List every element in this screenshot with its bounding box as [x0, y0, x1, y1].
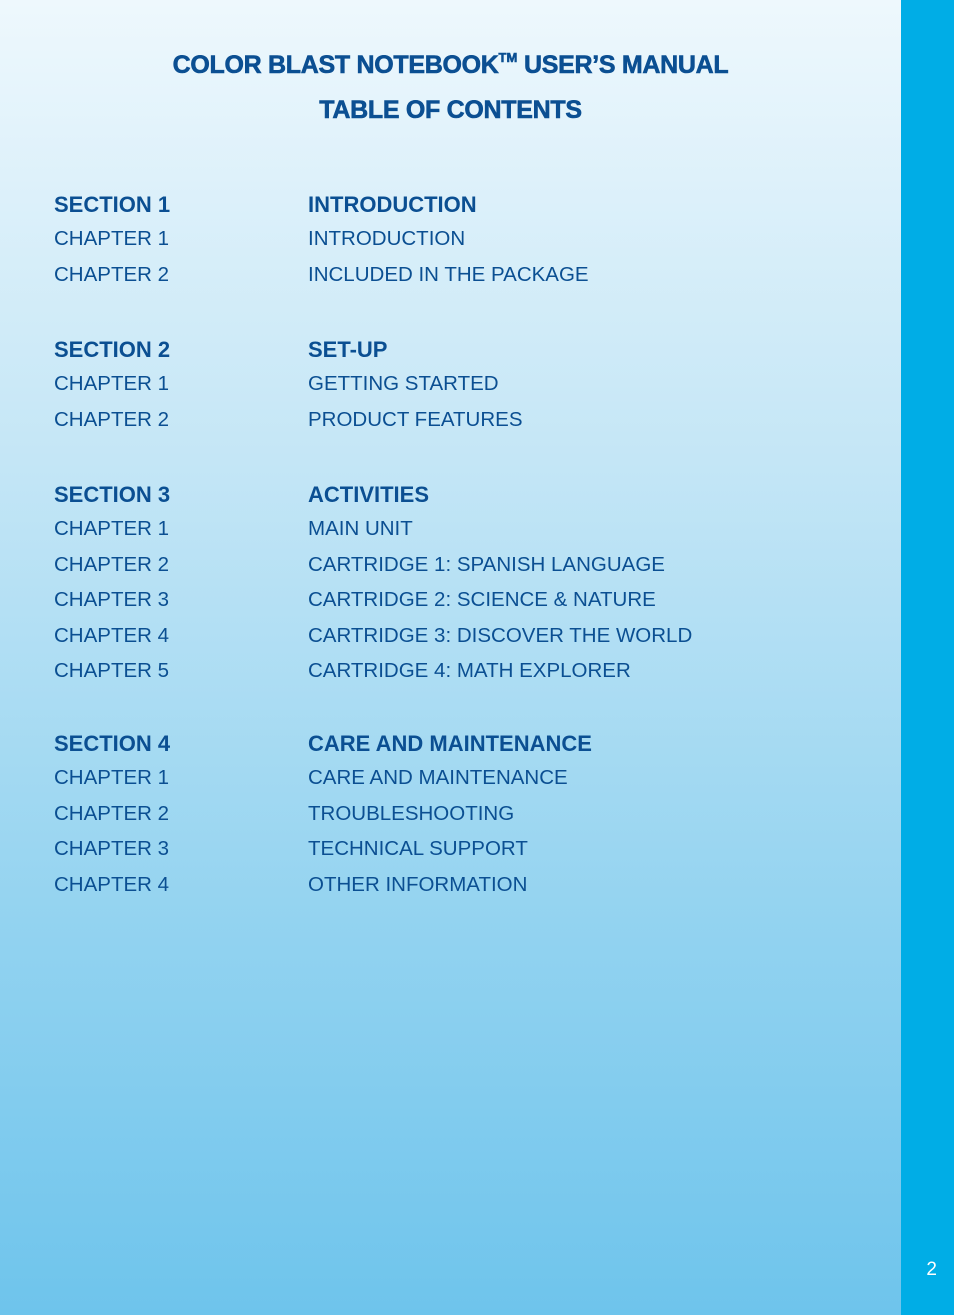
- chapter-label: CHAPTER 1: [54, 372, 170, 395]
- chapter-title: TECHNICAL SUPPORT: [308, 837, 528, 860]
- page-number: 2: [926, 1259, 937, 1280]
- chapter-title: CARE AND MAINTENANCE: [308, 766, 568, 789]
- chapter-title: INTRODUCTION: [308, 227, 466, 250]
- section-title: SET-UP: [308, 337, 388, 362]
- section-label: SECTION 2: [54, 337, 171, 362]
- manual-title-main: COLOR BLAST NOTEBOOK: [172, 51, 499, 79]
- chapter-label: CHAPTER 3: [54, 588, 170, 611]
- trademark-mark: TM: [498, 50, 518, 65]
- chapter-title: MAIN UNIT: [308, 517, 413, 540]
- section-title: CARE AND MAINTENANCE: [308, 731, 592, 756]
- section-label: SECTION 1: [54, 192, 171, 217]
- chapter-label: CHAPTER 2: [54, 553, 170, 576]
- chapter-label: CHAPTER 4: [54, 873, 170, 896]
- chapter-label: CHAPTER 1: [54, 517, 170, 540]
- manual-title-tail: USER’S MANUAL: [517, 51, 729, 79]
- chapter-title: INCLUDED IN THE PACKAGE: [308, 263, 589, 286]
- section-label: SECTION 3: [54, 482, 171, 507]
- section-title: INTRODUCTION: [308, 192, 477, 217]
- toc-heading: TABLE OF CONTENTS: [319, 96, 582, 124]
- chapter-label: CHAPTER 2: [54, 408, 170, 431]
- chapter-title: GETTING STARTED: [308, 372, 499, 395]
- chapter-title: TROUBLESHOOTING: [308, 802, 515, 825]
- chapter-title: CARTRIDGE 4: MATH EXPLORER: [308, 659, 631, 682]
- chapter-label: CHAPTER 1: [54, 227, 170, 250]
- section-title: ACTIVITIES: [308, 482, 430, 507]
- chapter-label: CHAPTER 2: [54, 802, 170, 825]
- chapter-label: CHAPTER 4: [54, 624, 170, 647]
- chapter-label: CHAPTER 2: [54, 263, 170, 286]
- chapter-title: CARTRIDGE 1: SPANISH LANGUAGE: [308, 553, 665, 576]
- chapter-label: CHAPTER 3: [54, 837, 170, 860]
- chapter-title: OTHER INFORMATION: [308, 873, 528, 896]
- chapter-label: CHAPTER 1: [54, 766, 170, 789]
- section-label: SECTION 4: [54, 731, 171, 756]
- chapter-title: PRODUCT FEATURES: [308, 408, 523, 431]
- side-color-strip: [901, 0, 954, 1315]
- chapter-title: CARTRIDGE 2: SCIENCE & NATURE: [308, 588, 656, 611]
- chapter-label: CHAPTER 5: [54, 659, 170, 682]
- chapter-title: CARTRIDGE 3: DISCOVER THE WORLD: [308, 624, 693, 647]
